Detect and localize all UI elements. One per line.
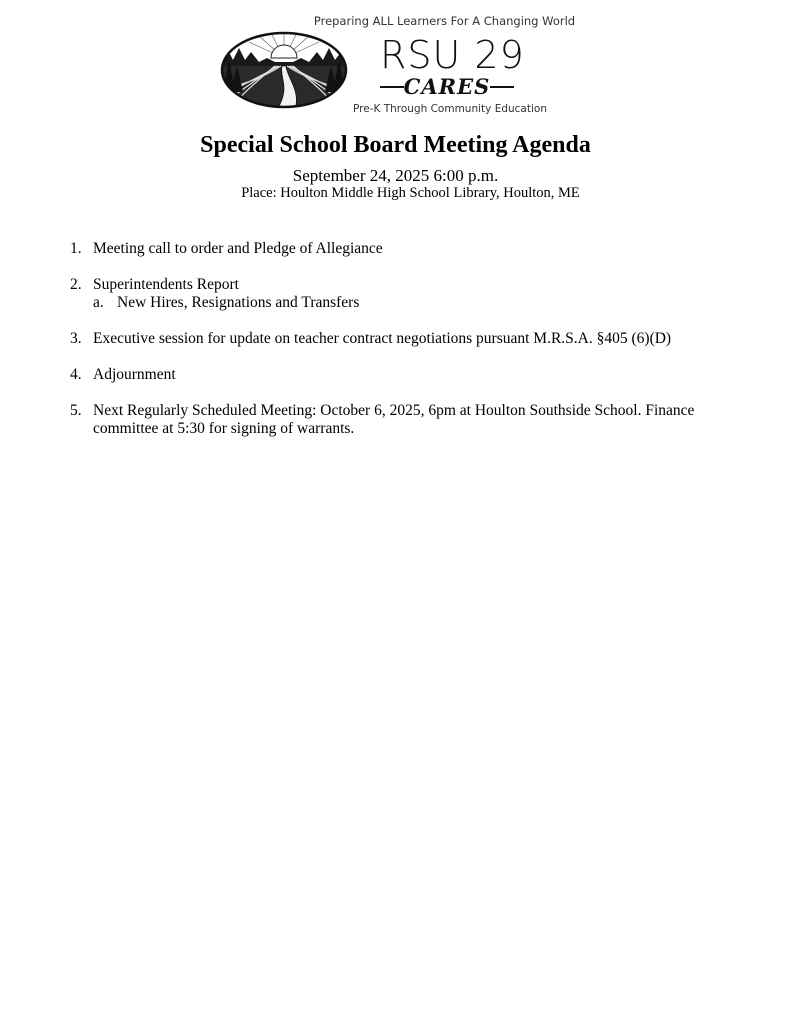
agenda-item-number: 1. [70,240,82,257]
agenda-item-number: 3. [70,330,82,347]
logo-rule-right [490,86,514,88]
meeting-date-time: September 24, 2025 6:00 p.m. [292,166,499,185]
agenda-item-text: Next Regularly Scheduled Meeting: October 6, 2025, 6pm at Houlton Southside School. Finance committee at 5:30 for signing of warrants. [93,402,695,437]
agenda-item [70,240,720,258]
agenda-sub-item [93,294,720,312]
agenda-item [70,330,720,348]
agenda-sub-item-letter: a. [93,294,104,311]
agenda-item [70,276,720,312]
logo-rule-left [380,86,404,88]
logo-subline: Pre-K Through Community Education [353,103,547,115]
logo-tagline: Preparing ALL Learners For A Changing World [313,14,576,28]
agenda-item [70,402,720,438]
agenda-item-text: Superintendents Report [93,276,239,293]
agenda-item-text: Meeting call to order and Pledge of Allegiance [93,240,383,257]
agenda-item [70,366,720,384]
logo-cares-text: CARES [403,74,491,99]
agenda-item-number: 2. [70,276,82,293]
agenda-item-number: 5. [70,402,82,419]
agenda-sub-item-text: New Hires, Resignations and Transfers [117,294,360,311]
agenda-item-text: Executive session for update on teacher contract negotiations pursuant M.R.S.A. §405 (6)(D) [93,330,672,347]
logo-title: RSU 29 [380,33,525,77]
page-title: Special School Board Meeting Agenda [200,132,591,158]
agenda-list [70,240,720,456]
agenda-item-text: Adjournment [93,366,176,383]
meeting-place: Place: Houlton Middle High School Library, Houlton, ME [241,185,580,201]
agenda-item-number: 4. [70,366,82,383]
logo-cares-row [380,76,514,97]
district-logo-emblem [219,30,349,110]
